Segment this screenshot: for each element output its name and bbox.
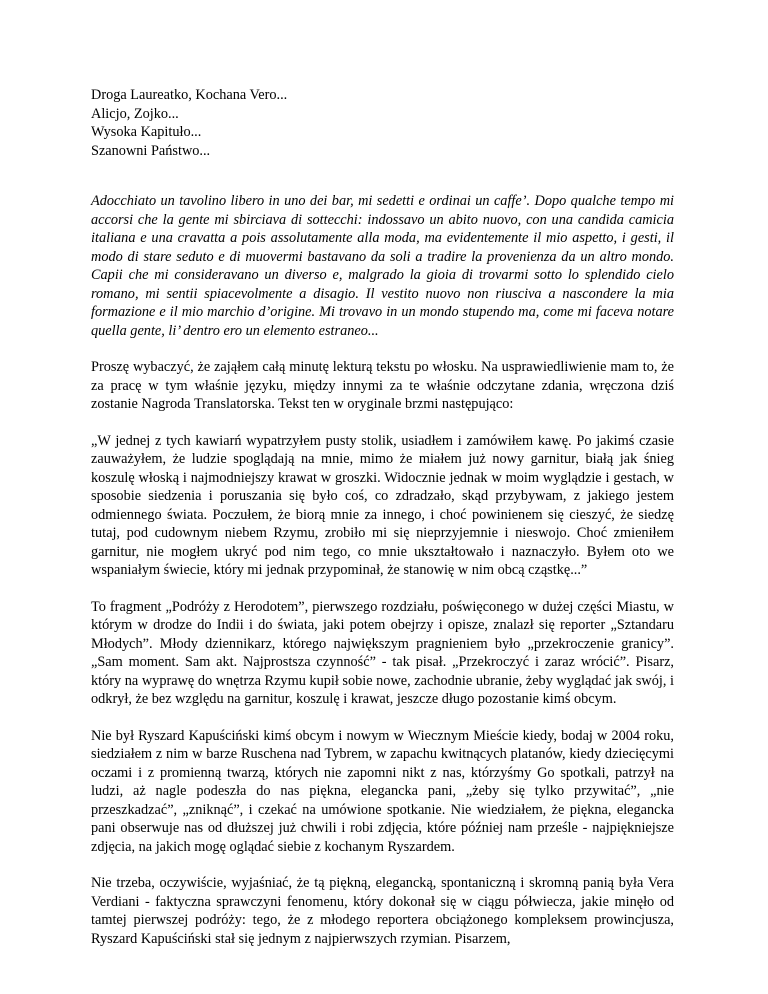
body-paragraph: Proszę wybaczyć, że zająłem całą minutę lekturą tekstu po włosku. Na usprawiedliwienie mam to, że za pracę w tym właśnie języku, między innymi za te właśnie odczytane zdania, wręczona dziś zostanie Nagroda Translatorska. Tekst ten w oryginale brzmi następująco: — [91, 359, 674, 412]
letter-body — [91, 86, 674, 948]
salutation-line: Alicjo, Zojko... — [91, 105, 179, 122]
salutation-line: Droga Laureatko, Kochana Vero... — [91, 87, 288, 103]
body-paragraph: Nie trzeba, oczywiście, wyjaśniać, że tą piękną, elegancką, spontaniczną i skromną panią była Vera Verdiani - faktyczna sprawczyni fenomenu, który dokonał się w ciągu półwiecza, jakie minęło od tamtej pierwszej podróży: tego, że z młodego reportera obciążonego kompleksem prowincjusza, Ryszard Kapuściński stał się jednym z najpierwszych rzymian. Pisarzem, — [91, 875, 674, 947]
polish-quote-paragraph: „W jednej z tych kawiarń wypatrzyłem pusty stolik, usiadłem i zamówiłem kawę. Po jakimś czasie zauważyłem, że ludzie spoglądają na mnie, mimo że miałem już nowy garnitur, białą jak śnieg koszulę włoską i najmodniejszy krawat w groszki. Widocznie jednak w moim wyglądzie i gestach, w sposobie siedzenia i poruszania się było coś, co zdradzało, skąd przybywam, z jakiego jestem odmiennego świata. Poczułem, że biorą mnie za innego, i choć powinienem się cieszyć, że siedzę tutaj, pod cudownym niebem Rzymu, zrobiło mi się nieprzyjemnie i nieswojo. Choć zmieniłem garnitur, nie mogłem ukryć pod nim tego, co mnie ukształtowało i naznaczyło. Byłem oto we wspaniałym świecie, który mi jednak przypominał, że stanowię w nim obcą cząstkę...” — [91, 432, 674, 578]
salutation-line: Szanowni Państwo... — [91, 142, 211, 159]
italian-quote-paragraph: Adocchiato un tavolino libero in uno dei bar, mi sedetti e ordinai un caffe’. Dopo qualche tempo mi accorsi che la gente mi sbirciava di sottecchi: indossavo un abito nuovo, con una candida camicia italiana e una cravatta a pois assolutamente alla moda, ma evidentemente il mio aspetto, i gesti, il modo di stare seduto e di muovermi bastavano da soli a tradire la provenienza da un altro mondo. Capii che mi consideravano un diverso e, malgrado la gioia di trovarmi sotto lo splendido cielo romano, mi sentii spiacevolmente a disagio. Il vestito nuovo non riusciva a nascondere la mia formazione e il mio marchio d’origine. Mi trovavo in un mondo stupendo ma, come mi faceva notare quella gente, li’ dentro ero un elemento estraneo... — [91, 193, 674, 339]
salutation-line: Wysoka Kapituło... — [91, 124, 202, 140]
body-paragraph: Nie był Ryszard Kapuściński kimś obcym i nowym w Wiecznym Mieście kiedy, bodaj w 2004 roku, siedziałem z nim w barze Ruschena nad Tybrem, w zapachu kwitnących platanów, kiedy dziecięcymi oczami i z promienną twarzą, których nie zapomni nikt z nas, którzyśmy Go spotkali, patrzył na ludzi, aż nagle podeszła do nas piękna, elegancka pani, „żeby się tylko przywitać”, „nie przeszkadzać”, „zniknąć”, i czekać na umówione spotkanie. Nie wiedziałem, że piękna, elegancka pani obserwuje nas od dłuższej już chwili i robi zdjęcia, które później nam prześle - najpiękniejsze zdjęcia, na jakich mogę oglądać siebie z kochanym Ryszardem. — [91, 727, 674, 855]
body-paragraph: To fragment „Podróży z Herodotem”, pierwszego rozdziału, poświęconego w dużej części Miastu, w którym w drodze do Indii i do świata, jaki potem obejrzy i opisze, znalazł się reporter „Sztandaru Młodych”. Młody dziennikarz, którego największym pragnieniem było „przekroczenie granicy”. „Sam moment. Sam akt. Najprostsza czynność” - tak pisał. „Przekroczyć i zaraz wrócić”. Pisarz, który na wyprawę do wnętrza Rzymu kupił sobie nowe, zachodnie ubranie, żeby wyglądać jak swój, i odkrył, że bez względu na garnitur, koszulę i krawat, jeszcze długo pozostanie kimś obcym. — [91, 598, 674, 707]
salutation-block — [91, 86, 674, 160]
